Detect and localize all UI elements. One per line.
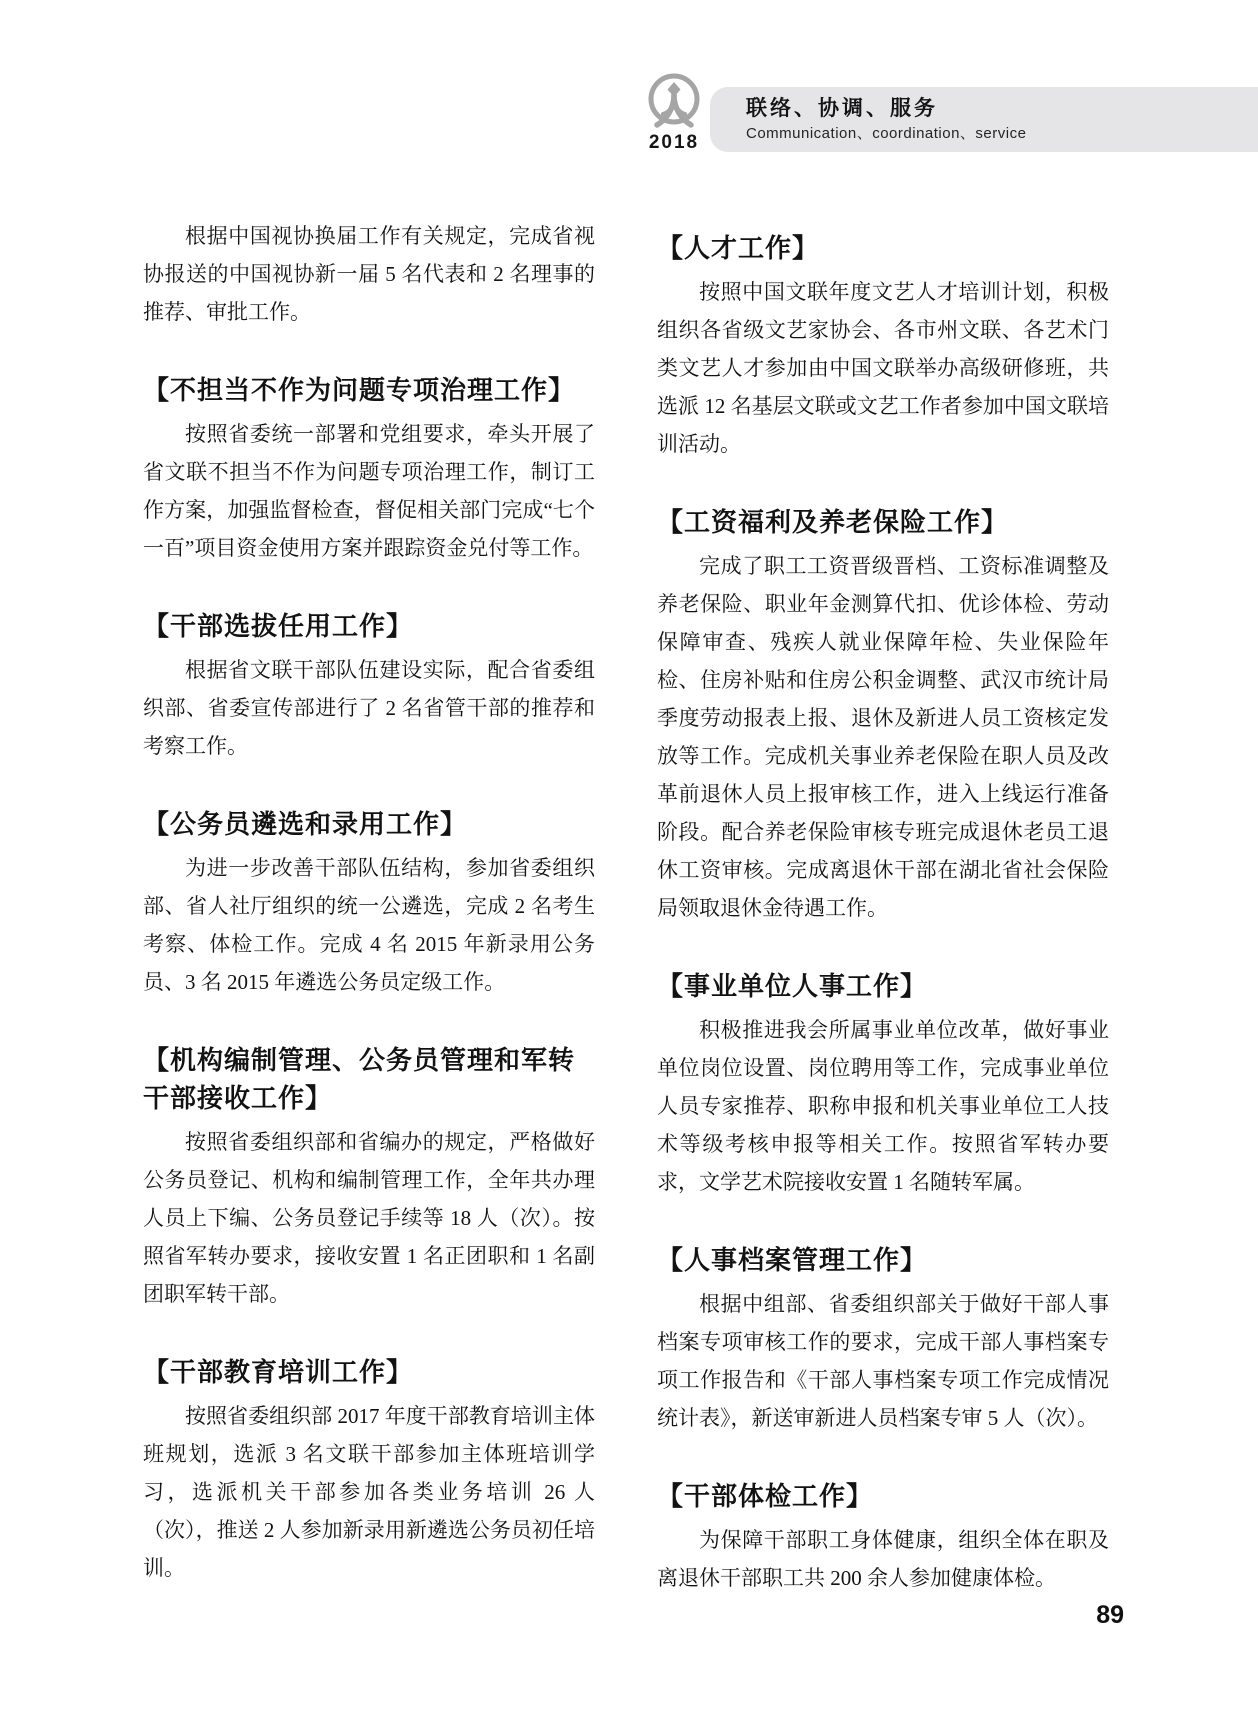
section-body: 为保障干部职工身体健康，组织全体在职及离退休干部职工共 200 余人参加健康体检。 bbox=[657, 1528, 1109, 1590]
section-body: 按照省委统一部署和党组要求，牵头开展了省文联不担当不作为问题专项治理工作，制订工作方案，加强监督检查，督促相关部门完成“七个一百”项目资金使用方案并跟踪资金兑付等工作。 bbox=[143, 422, 595, 560]
page-number: 89 bbox=[1096, 1601, 1124, 1629]
section-body: 按照省委组织部和省编办的规定，严格做好公务员登记、机构和编制管理工作，全年共办理人员上下编、公务员登记手续等 18 人（次）。按照省军转办要求，接收安置 1 名正团职和 1 名副团职军转干部。 bbox=[143, 1130, 595, 1306]
section-heading: 【不担当不作为问题专项治理工作】 bbox=[143, 375, 576, 405]
section-heading: 【干部教育培训工作】 bbox=[143, 1357, 414, 1387]
section-heading: 【干部选拔任用工作】 bbox=[143, 611, 414, 641]
intro-paragraph: 根据中国视协换届工作有关规定，完成省视协报送的中国视协新一届 5 名代表和 2 名理事的推荐、审批工作。 bbox=[143, 224, 595, 324]
section-heading: 【人事档案管理工作】 bbox=[657, 1245, 928, 1275]
section-body: 按照省委组织部 2017 年度干部教育培训主体班规划，选派 3 名文联干部参加主体班培训学习，选派机关干部参加各类业务培训 26 人（次），推送 2 人参加新录用新遴选公务员初任培训。 bbox=[143, 1404, 595, 1580]
content-columns bbox=[143, 217, 1109, 1597]
header-title-zh: 联络、协调、服务 bbox=[746, 97, 938, 120]
section-heading: 【公务员遴选和录用工作】 bbox=[143, 809, 468, 839]
section-body: 完成了职工工资晋级晋档、工资标准调整及养老保险、职业年金测算代扣、优诊体检、劳动保障审查、残疾人就业保障年检、失业保险年检、住房补贴和住房公积金调整、武汉市统计局季度劳动报表上报、退休及新进人员工资核定发放等工作。完成机关事业养老保险在职人员及改革前退休人员上报审核工作，进入上线运行准备阶段。配合养老保险审核专班完成退休老员工退休工资审核。完成离退休干部在湖北省社会保险局领取退休金待遇工作。 bbox=[657, 554, 1109, 920]
section-body: 积极推进我会所属事业单位改革，做好事业单位岗位设置、岗位聘用等工作，完成事业单位人员专家推荐、职称申报和机关事业单位工人技术等级考核申报等相关工作。按照省军转办要求，文学艺术院接收安置 1 名随转军属。 bbox=[657, 1018, 1109, 1194]
header-title-en: Communication、coordination、service bbox=[746, 125, 1027, 142]
section-heading: 【事业单位人事工作】 bbox=[657, 971, 928, 1001]
section-body: 根据省文联干部队伍建设实际，配合省委组织部、省委宣传部进行了 2 名省管干部的推荐和考察工作。 bbox=[143, 658, 595, 758]
section-heading: 【工资福利及养老保险工作】 bbox=[657, 507, 1009, 537]
right-column bbox=[657, 217, 1109, 1597]
section-body: 根据中组部、省委组织部关于做好干部人事档案专项审核工作的要求，完成干部人事档案专项工作报告和《干部人事档案专项工作完成情况统计表》，新送审新进人员档案专审 5 人（次）。 bbox=[657, 1292, 1109, 1430]
section-body: 为进一步改善干部队伍结构，参加省委组织部、省人社厅组织的统一公遴选，完成 2 名考生考察、体检工作。完成 4 名 2015 年新录用公务员、3 名 2015 年遴选公务员定级工作。 bbox=[143, 856, 595, 994]
section-body: 按照中国文联年度文艺人才培训计划，积极组织各省级文艺家协会、各市州文联、各艺术门类文艺人才参加由中国文联举办高级研修班，共选派 12 名基层文联或文艺工作者参加中国文联培训活动。 bbox=[657, 280, 1109, 456]
header-band bbox=[710, 87, 1258, 152]
section-heading: 【干部体检工作】 bbox=[657, 1481, 874, 1511]
section-heading: 【人才工作】 bbox=[657, 233, 820, 263]
federation-emblem-icon bbox=[646, 72, 702, 136]
section-heading: 【机构编制管理、公务员管理和军转干部接收工作】 bbox=[143, 1045, 576, 1113]
left-column bbox=[143, 217, 595, 1587]
logo-year: 2018 bbox=[648, 132, 700, 153]
logo-block bbox=[632, 72, 716, 154]
